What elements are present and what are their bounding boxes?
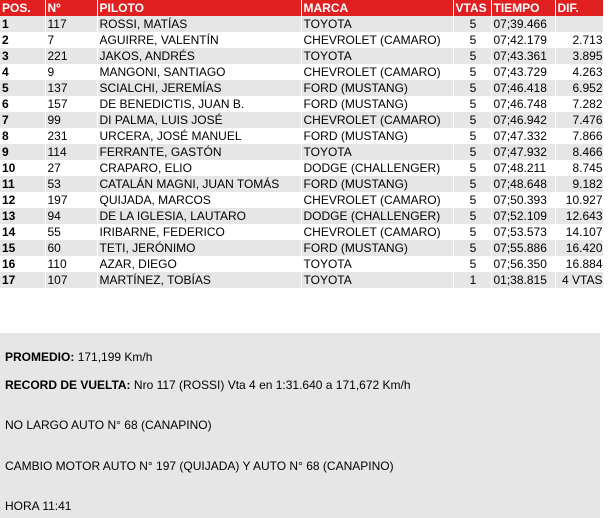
cell-vtas: 5 [453,192,491,208]
cell-vtas: 5 [453,160,491,176]
cell-piloto: IRIBARNE, FEDERICO [97,224,301,240]
cell-dif: 8.745 [555,160,603,176]
record-line [5,378,411,392]
cell-pos: 13 [0,208,45,224]
cell-pos: 12 [0,192,45,208]
cell-marca: CHEVROLET (CAMARO) [301,32,453,48]
cell-marca: DODGE (CHALLENGER) [301,208,453,224]
cell-marca: CHEVROLET (CAMARO) [301,112,453,128]
cell-marca: FORD (MUSTANG) [301,96,453,112]
cell-num: 55 [45,224,97,240]
cell-piloto: TETI, JERÓNIMO [97,240,301,256]
cell-marca: FORD (MUSTANG) [301,80,453,96]
cell-tiempo: 07;42.179 [491,32,555,48]
cell-dif: 8.466 [555,144,603,160]
header-piloto: PILOTO [97,0,301,16]
cell-tiempo: 07;47.932 [491,144,555,160]
cell-num: 197 [45,192,97,208]
cell-marca: TOYOTA [301,144,453,160]
cell-num: 117 [45,16,97,32]
cell-vtas: 5 [453,48,491,64]
cell-vtas: 5 [453,80,491,96]
cell-piloto: MARTÍNEZ, TOBÍAS [97,272,301,288]
cell-num: 94 [45,208,97,224]
cell-vtas: 5 [453,16,491,32]
cell-pos: 9 [0,144,45,160]
cell-dif: 7.282 [555,96,603,112]
table-row [0,144,603,160]
cell-piloto: QUIJADA, MARCOS [97,192,301,208]
cell-pos: 14 [0,224,45,240]
table-row [0,112,603,128]
cell-dif [555,16,603,32]
table-row [0,224,603,240]
cell-dif: 4.263 [555,64,603,80]
table-row [0,208,603,224]
cell-vtas: 5 [453,96,491,112]
table-row [0,256,603,272]
table-row [0,128,603,144]
header-dif: DIF. [555,0,603,16]
cell-marca: CHEVROLET (CAMARO) [301,224,453,240]
cell-pos: 6 [0,96,45,112]
cell-tiempo: 07;53.573 [491,224,555,240]
promedio-value: 171,199 Km/h [77,350,153,364]
cell-marca: TOYOTA [301,272,453,288]
cell-pos: 1 [0,16,45,32]
cell-dif: 14.107 [555,224,603,240]
cell-pos: 7 [0,112,45,128]
cell-dif: 3.895 [555,48,603,64]
cell-num: 110 [45,256,97,272]
cell-pos: 4 [0,64,45,80]
cell-tiempo: 07;48.648 [491,176,555,192]
cell-marca: FORD (MUSTANG) [301,128,453,144]
cell-vtas: 5 [453,176,491,192]
no-largo-note: NO LARGO AUTO N° 68 (CANAPINO) [5,418,212,432]
cell-tiempo: 07;56.350 [491,256,555,272]
record-label: RECORD DE VUELTA: [5,378,131,392]
promedio-label: PROMEDIO: [5,350,75,364]
cell-dif: 7.476 [555,112,603,128]
cell-dif: 16.884 [555,256,603,272]
cell-num: 231 [45,128,97,144]
table-row [0,160,603,176]
cell-marca: TOYOTA [301,256,453,272]
cell-vtas: 1 [453,272,491,288]
cambio-motor-note: CAMBIO MOTOR AUTO N° 197 (QUIJADA) Y AUTO N° 68 (CANAPINO) [5,459,394,473]
cell-marca: FORD (MUSTANG) [301,176,453,192]
cell-piloto: DI PALMA, LUIS JOSÉ [97,112,301,128]
cell-pos: 2 [0,32,45,48]
cell-tiempo: 07;43.361 [491,48,555,64]
cell-num: 107 [45,272,97,288]
cell-piloto: MANGONI, SANTIAGO [97,64,301,80]
cell-dif: 7.866 [555,128,603,144]
cell-piloto: CATALÁN MAGNI, JUAN TOMÁS [97,176,301,192]
cell-vtas: 5 [453,32,491,48]
header-num: Nº [45,0,97,16]
cell-dif: 12.643 [555,208,603,224]
cell-dif: 16.420 [555,240,603,256]
cell-vtas: 5 [453,256,491,272]
cell-pos: 11 [0,176,45,192]
cell-piloto: JAKOS, ANDRÉS [97,48,301,64]
cell-dif: 9.182 [555,176,603,192]
cell-pos: 10 [0,160,45,176]
cell-vtas: 5 [453,112,491,128]
cell-tiempo: 07;50.393 [491,192,555,208]
cell-tiempo: 07;46.748 [491,96,555,112]
header-tiempo: TIEMPO [491,0,555,16]
cell-piloto: AGUIRRE, VALENTÍN [97,32,301,48]
cell-dif: 10.927 [555,192,603,208]
cell-pos: 15 [0,240,45,256]
cell-pos: 8 [0,128,45,144]
cell-piloto: CRAPARO, ELIO [97,160,301,176]
hora-note: HORA 11:41 [5,499,72,513]
cell-tiempo: 07;47.332 [491,128,555,144]
cell-vtas: 5 [453,208,491,224]
cell-piloto: ROSSI, MATÍAS [97,16,301,32]
cell-piloto: DE LA IGLESIA, LAUTARO [97,208,301,224]
cell-num: 137 [45,80,97,96]
cell-pos: 3 [0,48,45,64]
header-vtas: VTAS [453,0,491,16]
cell-vtas: 5 [453,240,491,256]
cell-pos: 16 [0,256,45,272]
header-row [0,0,603,16]
table-row [0,48,603,64]
cell-vtas: 5 [453,128,491,144]
cell-vtas: 5 [453,64,491,80]
cell-num: 221 [45,48,97,64]
cell-num: 60 [45,240,97,256]
cell-marca: TOYOTA [301,16,453,32]
cell-marca: TOYOTA [301,48,453,64]
record-value: Nro 117 (ROSSI) Vta 4 en 1:31.640 a 171,672 Km/h [133,378,411,392]
cell-piloto: URCERA, JOSÉ MANUEL [97,128,301,144]
cell-piloto: FERRANTE, GASTÓN [97,144,301,160]
cell-num: 157 [45,96,97,112]
cell-vtas: 5 [453,224,491,240]
table-row [0,272,603,288]
cell-dif: 4 VTAS [555,272,603,288]
header-pos: POS. [0,0,45,16]
cell-tiempo: 07;52.109 [491,208,555,224]
table-row [0,16,603,32]
cell-marca: CHEVROLET (CAMARO) [301,64,453,80]
table-row [0,32,603,48]
table-row [0,176,603,192]
promedio-line [5,350,152,364]
cell-tiempo: 07;48.211 [491,160,555,176]
cell-num: 27 [45,160,97,176]
cell-vtas: 5 [453,144,491,160]
table-row [0,96,603,112]
cell-piloto: AZAR, DIEGO [97,256,301,272]
cell-tiempo: 07;55.886 [491,240,555,256]
cell-dif: 2.713 [555,32,603,48]
cell-marca: DODGE (CHALLENGER) [301,160,453,176]
table-row [0,64,603,80]
cell-pos: 17 [0,272,45,288]
cell-num: 7 [45,32,97,48]
cell-num: 99 [45,112,97,128]
cell-dif: 6.952 [555,80,603,96]
cell-tiempo: 07;43.729 [491,64,555,80]
cell-tiempo: 01;38.815 [491,272,555,288]
cell-num: 114 [45,144,97,160]
cell-pos: 5 [0,80,45,96]
cell-tiempo: 07;46.942 [491,112,555,128]
table-row [0,192,603,208]
cell-num: 9 [45,64,97,80]
cell-tiempo: 07;39.466 [491,16,555,32]
header-marca: MARCA [301,0,453,16]
cell-num: 53 [45,176,97,192]
cell-piloto: SCIALCHI, JEREMÍAS [97,80,301,96]
table-row [0,240,603,256]
cell-tiempo: 07;46.418 [491,80,555,96]
cell-piloto: DE BENEDICTIS, JUAN B. [97,96,301,112]
table-row [0,80,603,96]
cell-marca: CHEVROLET (CAMARO) [301,192,453,208]
notes-panel [0,333,600,518]
cell-marca: FORD (MUSTANG) [301,240,453,256]
